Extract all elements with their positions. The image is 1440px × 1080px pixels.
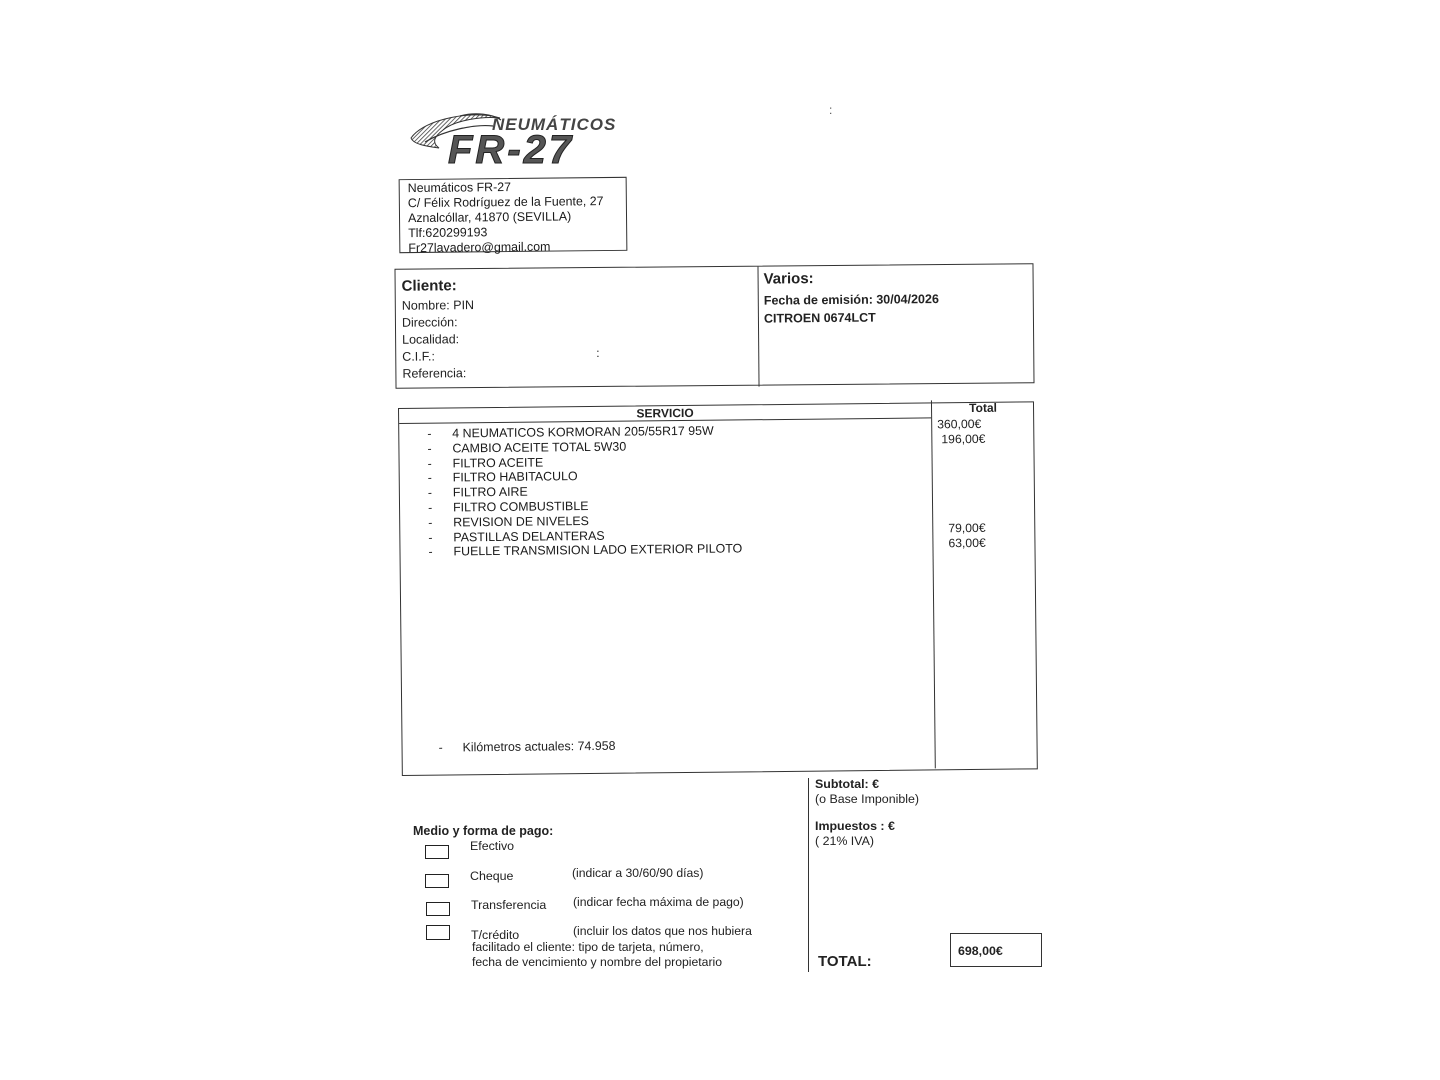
totals-divider	[808, 778, 809, 972]
service-item-text: FILTRO HABITACULO	[452, 469, 578, 485]
bullet-dash: -	[427, 500, 433, 515]
logo-top-text: NEUMÁTICOS	[492, 115, 617, 134]
client-reference: Referencia:	[402, 366, 467, 381]
varios-section	[764, 269, 940, 328]
company-city: Aznalcóllar, 41870 (SEVILLA)	[407, 209, 572, 226]
cheque-note: (indicar a 30/60/90 días)	[572, 866, 704, 880]
service-item-text: FUELLE TRANSMISION LADO EXTERIOR PILOTO	[453, 541, 743, 559]
bullet-dash: -	[427, 426, 432, 441]
card-label: T/crédito	[471, 928, 520, 942]
client-divider	[757, 267, 759, 387]
bullet-dash: -	[428, 530, 433, 545]
service-item-text: REVISION DE NIVELES	[453, 513, 589, 530]
issue-date: Fecha de emisión: 30/04/2026	[763, 292, 939, 308]
client-locality: Localidad:	[402, 332, 460, 347]
bullet-dash: -	[427, 485, 433, 500]
subtotal-label: Subtotal: €	[815, 777, 880, 791]
company-email: Fr27lavadero@gmail.com	[408, 239, 551, 256]
cash-label: Efectivo	[470, 839, 515, 853]
total-column-divider	[931, 400, 936, 768]
service-item-text: 4 NEUMATICOS KORMORAN 205/55R17 95W	[452, 423, 714, 441]
cash-checkbox[interactable]	[425, 845, 449, 859]
varios-heading: Varios:	[763, 270, 814, 288]
bullet-dash: -	[428, 545, 433, 560]
client-section	[402, 277, 475, 383]
cheque-label: Cheque	[470, 869, 514, 883]
bullet-dash: -	[427, 441, 432, 456]
km-row	[438, 739, 615, 755]
transfer-note: (indicar fecha máxima de pago)	[573, 895, 744, 909]
total-heading: Total	[969, 400, 997, 416]
price-tyres: 360,00€	[937, 416, 982, 432]
taxes-note: ( 21% IVA)	[815, 834, 874, 848]
service-table	[398, 401, 1038, 776]
service-item-text: FILTRO COMBUSTIBLE	[452, 498, 589, 515]
cheque-checkbox[interactable]	[425, 874, 449, 888]
subtotal-note: (o Base Imponible)	[815, 792, 919, 806]
price-boot: 63,00€	[948, 535, 986, 551]
cif-colon: :	[596, 346, 600, 361]
transfer-label: Transferencia	[471, 898, 547, 912]
company-name: Neumáticos FR-27	[407, 180, 512, 196]
taxes-section	[815, 819, 895, 849]
total-label: TOTAL:	[818, 953, 872, 970]
card-note-3: fecha de vencimiento y nombre del propietario	[472, 955, 722, 969]
client-heading: Cliente:	[401, 277, 457, 295]
bullet-dash: -	[438, 740, 443, 755]
stray-colon: :	[829, 103, 833, 117]
price-brake-pads: 79,00€	[948, 520, 986, 536]
company-info-box	[399, 177, 628, 256]
subtotal-section	[815, 777, 919, 807]
total-value: 698,00€	[950, 933, 1042, 967]
service-items	[427, 423, 742, 559]
service-heading: SERVICIO	[636, 405, 694, 421]
client-address: Dirección:	[401, 315, 458, 330]
card-note-1: (incluir los datos que nos hubiera	[573, 924, 752, 938]
km-reading: Kilómetros actuales: 74.958	[462, 738, 616, 755]
client-cif: C.I.F.:	[402, 349, 435, 364]
price-oil-change: 196,00€	[941, 431, 986, 447]
bullet-dash: -	[428, 515, 433, 530]
bullet-dash: -	[427, 456, 432, 471]
taxes-label: Impuestos : €	[815, 819, 895, 833]
company-phone: Tlf:620299193	[408, 225, 488, 241]
service-item	[428, 542, 742, 560]
service-item-text: PASTILLAS DELANTERAS	[453, 528, 605, 545]
vehicle-info: CITROEN 0674LCT	[763, 310, 876, 326]
company-address: C/ Félix Rodríguez de la Fuente, 27	[407, 194, 604, 211]
logo-main-text: FR-27	[448, 128, 575, 172]
service-item-text: CAMBIO ACEITE TOTAL 5W30	[452, 439, 627, 456]
service-item-text: FILTRO AIRE	[452, 484, 528, 500]
transfer-checkbox[interactable]	[426, 902, 450, 916]
client-name: Nombre: PIN	[401, 298, 475, 313]
service-item-text: FILTRO ACEITE	[452, 455, 544, 471]
client-box	[394, 263, 1034, 389]
card-checkbox[interactable]	[426, 925, 450, 940]
payment-title: Medio y forma de pago:	[413, 824, 554, 838]
bullet-dash: -	[427, 471, 432, 486]
card-note-2: facilitado el cliente: tipo de tarjeta, número,	[472, 940, 704, 954]
